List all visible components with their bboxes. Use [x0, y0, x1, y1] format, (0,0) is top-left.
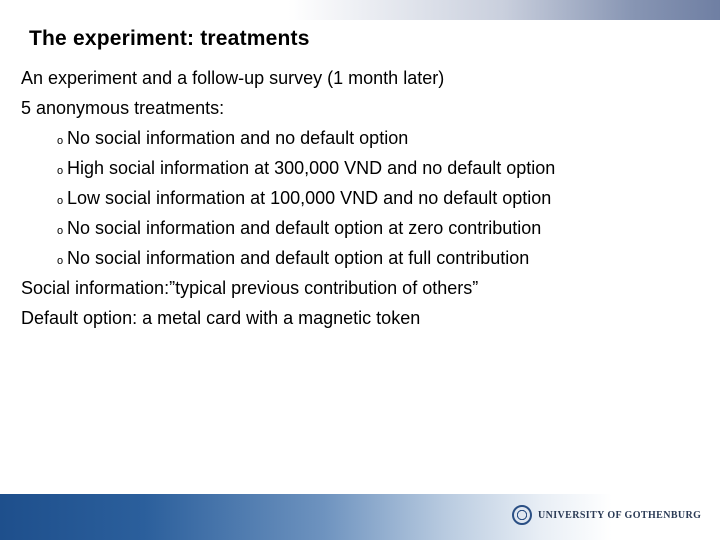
bullet-icon: o — [57, 225, 64, 237]
treatment-item — [57, 157, 555, 182]
top-gradient-band — [0, 0, 720, 20]
university-logo — [512, 503, 712, 527]
treatments-heading: 5 anonymous treatments: — [21, 98, 225, 118]
treatment-item — [57, 187, 551, 212]
bullet-icon: o — [57, 165, 64, 177]
bullet-icon: o — [57, 195, 64, 207]
bullet-icon: o — [57, 135, 64, 147]
treatment-item — [57, 127, 408, 152]
treatment-text: High social information at 300,000 VND and no default option — [67, 158, 556, 178]
treatment-text: No social information and no default option — [67, 128, 409, 148]
slide-title: The experiment: treatments — [29, 27, 310, 50]
social-information-definition: Social information:”typical previous contribution of others” — [21, 278, 479, 298]
treatment-text: No social information and default option at zero contribution — [67, 218, 542, 238]
bullet-icon: o — [57, 255, 64, 267]
default-option-definition: Default option: a metal card with a magnetic token — [21, 308, 421, 328]
treatment-text: Low social information at 100,000 VND and no default option — [67, 188, 552, 208]
treatment-text: No social information and default option at full contribution — [67, 248, 530, 268]
treatment-item — [57, 217, 541, 242]
treatment-item — [57, 247, 529, 272]
university-seal-icon — [512, 505, 532, 525]
university-name: UNIVERSITY OF GOTHENBURG — [538, 509, 702, 521]
intro-line: An experiment and a follow-up survey (1 month later) — [21, 68, 445, 88]
